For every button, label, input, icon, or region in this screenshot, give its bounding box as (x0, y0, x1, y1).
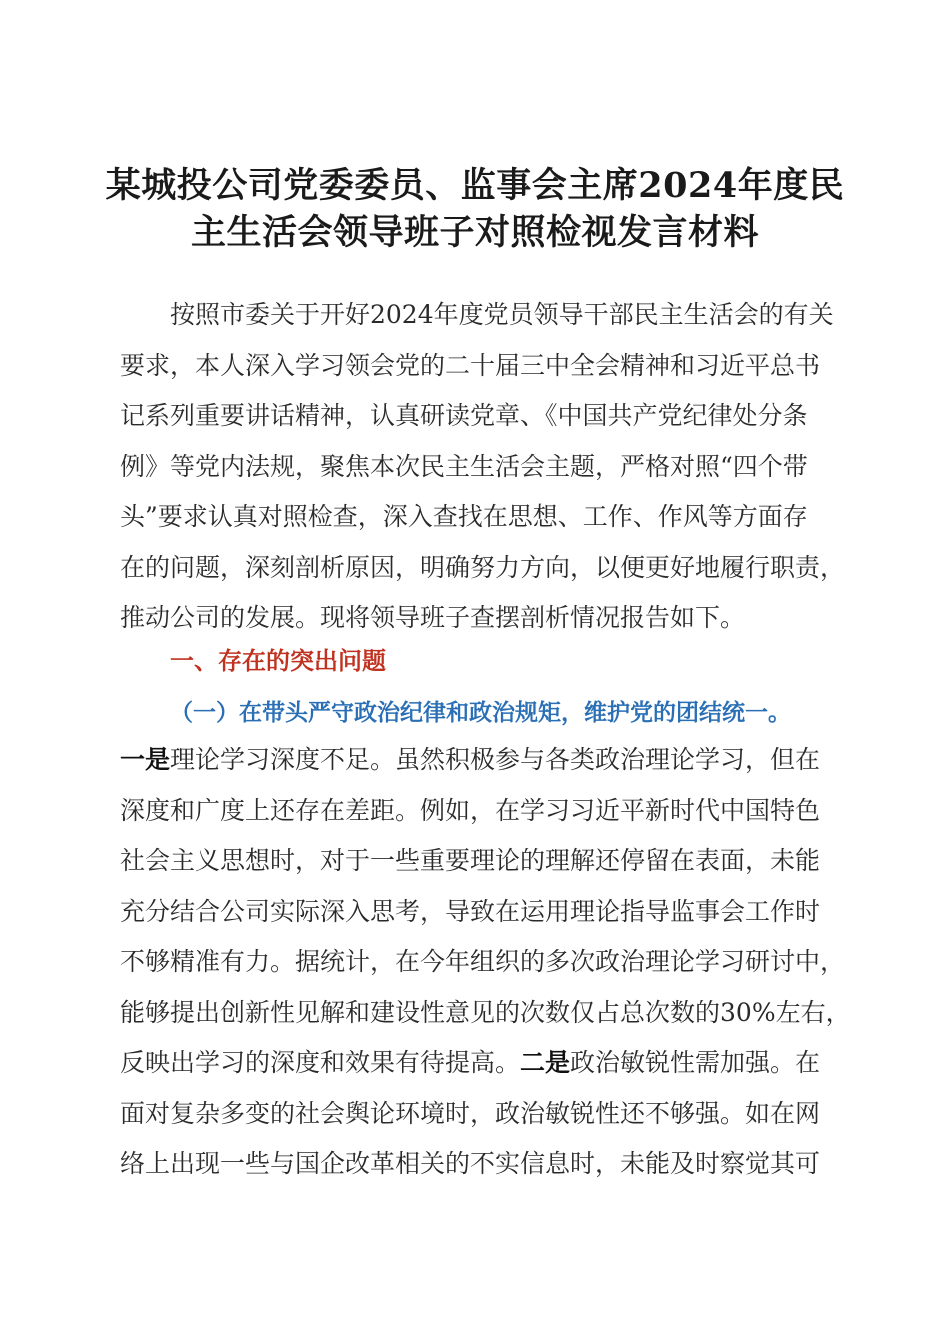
title-line-2: 主生活会领导班子对照检视发言材料 (190, 212, 759, 253)
intro-line: 记系列重要讲话精神，认真研读党章、《中国共产党纪律处分条 (120, 401, 808, 430)
intro-paragraph (120, 290, 846, 644)
problem-line: 络上出现一些与国企改革相关的不实信息时，未能及时察觉其可 (120, 1149, 821, 1178)
title-line-1: 某城投公司党委委员、监事会主席2024年度民 (105, 165, 845, 206)
point-2-lead: 二是 (520, 1048, 571, 1077)
problem-line: 充分结合公司实际深入思考，导致在运用理论指导监事会工作时 (120, 896, 821, 926)
point-2-text: 政治敏锐性需加强。在 (570, 1048, 821, 1077)
point-1-last-text: 反映出学习的深度和效果有待提高。 (120, 1048, 521, 1077)
problem-line (120, 1038, 838, 1089)
subsection-heading: （一）在带头严守政治纪律和政治规矩，维护党的团结统一。 (170, 699, 791, 726)
document-title (100, 162, 850, 256)
problem-line: 能够提出创新性见解和建设性意见的次数仅占总次数的30%左右， (120, 997, 851, 1027)
intro-line: 推动公司的发展。现将领导班子查摆剖析情况报告如下。 (120, 603, 746, 632)
problem-line: 不够精准有力。据统计，在今年组织的多次政治理论学习研讨中， (120, 947, 846, 976)
problem-line: 社会主义思想时，对于一些重要理论的理解还停留在表面，未能 (120, 846, 821, 875)
point-1-lead: 一是 (120, 745, 171, 774)
point-1-text: 理论学习深度不足。虽然积极参与各类政治理论学习，但在 (170, 745, 821, 774)
intro-line: 按照市委关于开好2024年度党员领导干部民主生活会的有关 (170, 300, 834, 329)
intro-line: 要求，本人深入学习领会党的二十届三中全会精神和习近平总书 (120, 350, 821, 380)
problem-line: 面对复杂多变的社会舆论环境时，政治敏锐性还不够强。如在网 (120, 1098, 821, 1128)
problem-paragraph (120, 735, 851, 1190)
problem-line (120, 735, 838, 786)
intro-line: 在的问题，深刻剖析原因，明确努力方向，以便更好地履行职责， (120, 552, 846, 582)
problem-line: 深度和广度上还存在差距。例如，在学习习近平新时代中国特色 (120, 795, 821, 825)
section-heading: 一、存在的突出问题 (170, 647, 386, 675)
intro-line: 例》等党内法规，聚焦本次民主生活会主题，严格对照“四个带 (120, 451, 808, 481)
intro-line: 头”要求认真对照检查，深入查找在思想、工作、作风等方面存 (120, 502, 808, 531)
